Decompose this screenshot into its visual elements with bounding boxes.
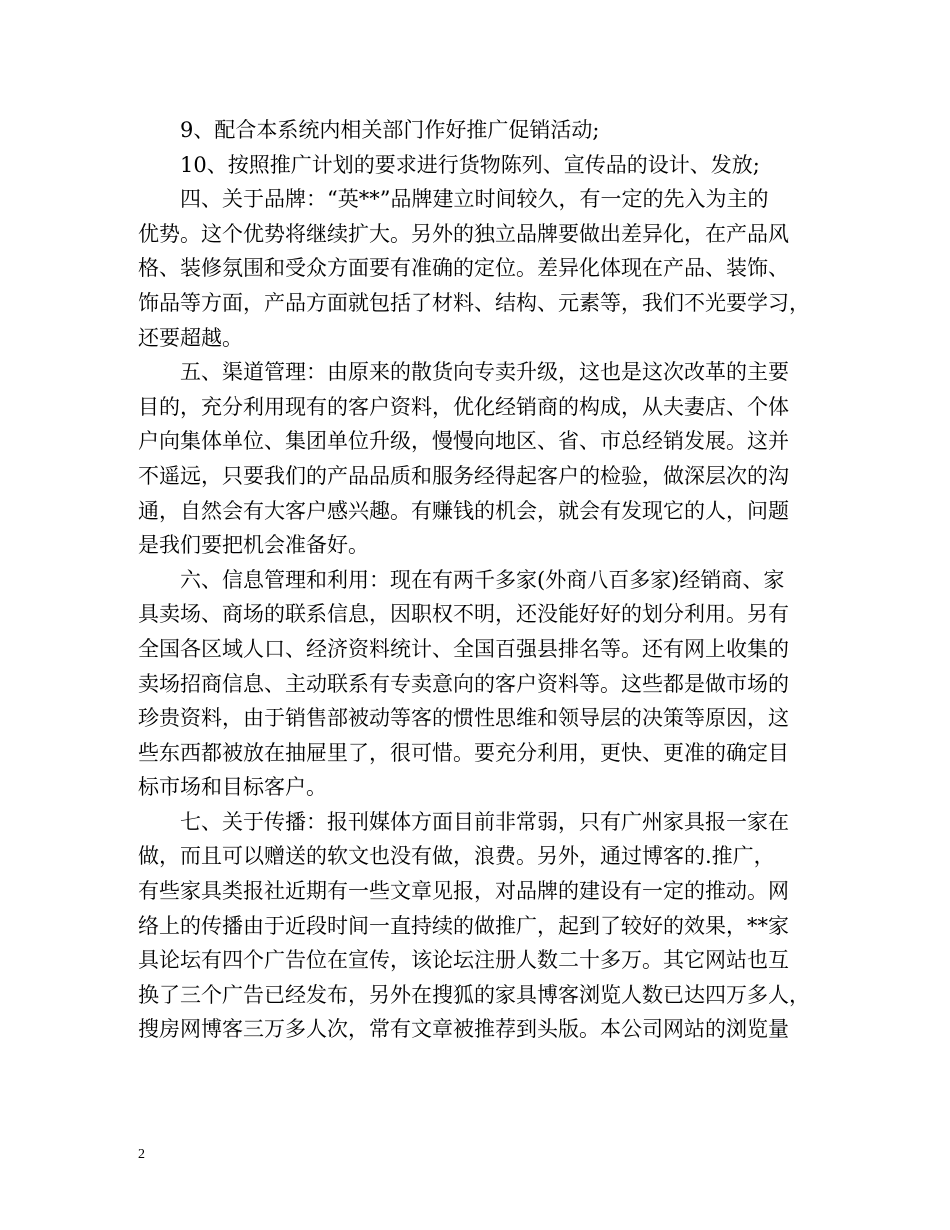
text-line: 七、关于传播：报刊媒体方面目前非常弱，只有广州家具报一家在 bbox=[180, 809, 789, 834]
text-line: 户向集体单位、集团单位升级，慢慢向地区、省、市总经销发展。这并 bbox=[138, 429, 789, 454]
text-line: 标市场和目标客户。 bbox=[138, 775, 327, 800]
text-line: 五、渠道管理：由原来的散货向专卖升级，这也是这次改革的主要 bbox=[180, 360, 789, 385]
document-body bbox=[138, 113, 828, 1047]
text-line: 是我们要把机会准备好。 bbox=[138, 533, 369, 558]
text-line: 做，而且可以赠送的软文也没有做，浪费。另外，通过博客的.推广， bbox=[138, 844, 775, 869]
text-line: 具论坛有四个广告位在宣传，该论坛注册人数二十多万。其它网站也互 bbox=[138, 948, 789, 973]
text-line: 有些家具类报社近期有一些文章见报，对品牌的建设有一定的推动。网 bbox=[138, 879, 789, 904]
text-line: 优势。这个优势将继续扩大。另外的独立品牌要做出差异化，在产品风 bbox=[138, 221, 789, 246]
text-line: 络上的传播由于近段时间一直持续的做推广，起到了较好的效果，**家 bbox=[138, 913, 789, 938]
text-line: 饰品等方面，产品方面就包括了材料、结构、元素等，我们不光要学习， bbox=[138, 290, 810, 315]
text-line: 10、按照推广计划的要求进行货物陈列、宣传品的设计、发放; bbox=[180, 152, 760, 177]
text-line: 四、关于品牌：“英**”品牌建立时间较久，有一定的先入为主的 bbox=[180, 187, 769, 212]
text-line: 六、信息管理和利用：现在有两千多家(外商八百多家)经销商、家 bbox=[180, 567, 785, 592]
text-line: 具卖场、商场的联系信息，因职权不明，还没能好好的划分利用。另有 bbox=[138, 602, 789, 627]
text-line: 全国各区域人口、经济资料统计、全国百强县排名等。还有网上收集的 bbox=[138, 636, 789, 661]
text-line: 还要超越。 bbox=[138, 325, 243, 350]
page-number: 2 bbox=[138, 1147, 145, 1162]
text-line: 卖场招商信息、主动联系有专卖意向的客户资料等。这些都是做市场的 bbox=[138, 671, 789, 696]
text-line: 搜房网博客三万多人次，常有文章被推荐到头版。本公司网站的浏览量 bbox=[138, 1017, 789, 1042]
text-line: 换了三个广告已经发布，另外在搜狐的家具博客浏览人数已达四万多人， bbox=[138, 982, 810, 1007]
text-line: 不遥远，只要我们的产品品质和服务经得起客户的检验，做深层次的沟 bbox=[138, 463, 789, 488]
text-line: 通，自然会有大客户感兴趣。有赚钱的机会，就会有发现它的人，问题 bbox=[138, 498, 789, 523]
text-line: 格、装修氛围和受众方面要有准确的定位。差异化体现在产品、装饰、 bbox=[138, 256, 789, 281]
text-line: 些东西都被放在抽屉里了，很可惜。要充分利用，更快、更准的确定目 bbox=[138, 740, 789, 765]
text-line: 9、配合本系统内相关部门作好推广促销活动; bbox=[180, 118, 600, 142]
text-line: 珍贵资料，由于销售部被动等客的惯性思维和领导层的决策等原因，这 bbox=[138, 706, 789, 731]
text-line: 目的，充分利用现有的客户资料，优化经销商的构成，从夫妻店、个体 bbox=[138, 394, 789, 419]
